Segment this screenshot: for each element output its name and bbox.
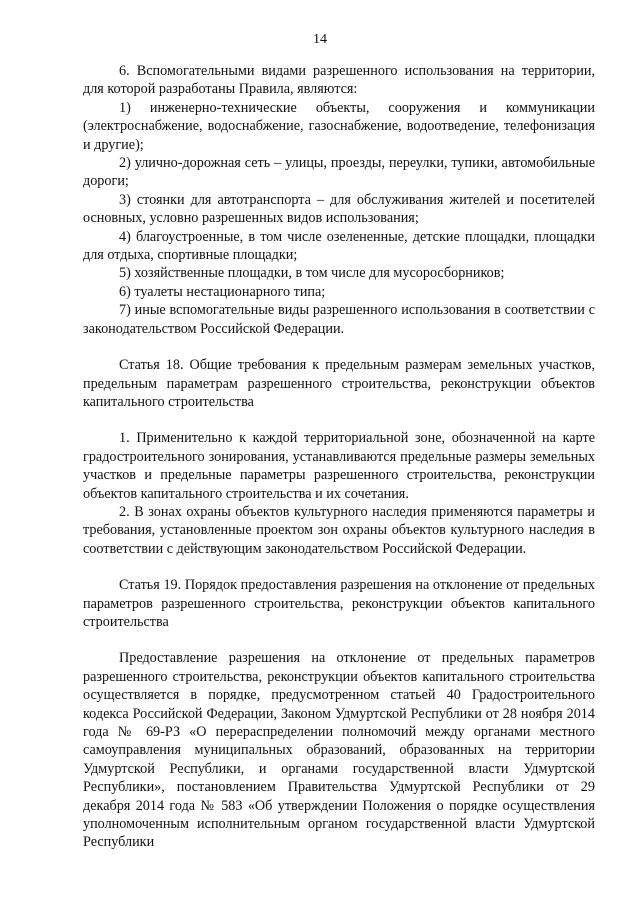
list-item: 1) инженерно-технические объекты, сооружения и коммуникации (электроснабжение, водоснабжение, газоснабжение, водоотведение, телефонизация и другие);	[83, 99, 595, 153]
article-18-paragraph-2: 2. В зонах охраны объектов культурного наследия применяются параметры и требования, установленные проектом зон охраны объектов культурного наследия в соответствии с действующим законодательством Российской Федерации.	[83, 503, 595, 557]
spacer	[83, 631, 595, 649]
document-body	[83, 62, 595, 852]
page-number: 14	[313, 32, 327, 47]
article-19-paragraph-1: Предоставление разрешения на отклонение от предельных параметров разрешенного строительства, реконструкции объектов капитального строительства осуществляется в порядке, предусмотренном статьей 40 Градостроительного кодекса Российской Федерации, Законом Удмуртской Республики от 28 ноября 2014 года № 69-РЗ «О перераспределении полномочий между органами местного самоуправления муниципальных образований, образованных на территории Удмуртской Республики, и органами государственной власти Удмуртской Республики», постановлением Правительства Удмуртской Республики от 29 декабря 2014 года № 583 «Об утверждении Положения о порядке осуществления уполномоченным исполнительным органом государственной власти Удмуртской Республики	[83, 650, 595, 851]
article-18-heading: Статья 18. Общие требования к предельным размерам земельных участков, предельным параметрам разрешенного строительства, реконструкции объектов капитального строительства	[83, 357, 595, 410]
list-item: 5) хозяйственные площадки, в том числе для мусоросборников;	[119, 265, 505, 282]
article-19-heading: Статья 19. Порядок предоставления разрешения на отклонение от предельных параметров разрешенного строительства, реконструкции объектов капитального строительства	[83, 577, 595, 630]
list-item: 3) стоянки для автотранспорта – для обслуживания жителей и посетителей основных, условно разрешенных видов использования;	[83, 191, 595, 227]
list-item: 7) иные вспомогательные виды разрешенного использования в соответствии с законодательством Российской Федерации.	[83, 302, 595, 337]
spacer	[83, 338, 595, 356]
list-item: 2) улично-дорожная сеть – улицы, проезды, переулки, тупики, автомобильные дороги;	[83, 155, 595, 190]
list-item: 6) туалеты нестационарного типа;	[119, 283, 326, 300]
article-18-paragraph-1: 1. Применительно к каждой территориальной зоне, обозначенной на карте градостроительного зонирования, устанавливаются предельные размеры земельных участков и предельные параметры разрешенного строительства, реконструкции объектов капитального строительства и их сочетания.	[83, 430, 595, 502]
list-item: 4) благоустроенные, в том числе озелененные, детские площадки, площадки для отдыха, спортивные площадки;	[83, 228, 595, 264]
section-intro: 6. Вспомогательными видами разрешенного использования на территории, для которой разработаны Правила, являются:	[83, 63, 595, 98]
spacer	[83, 558, 595, 576]
spacer	[83, 411, 595, 429]
